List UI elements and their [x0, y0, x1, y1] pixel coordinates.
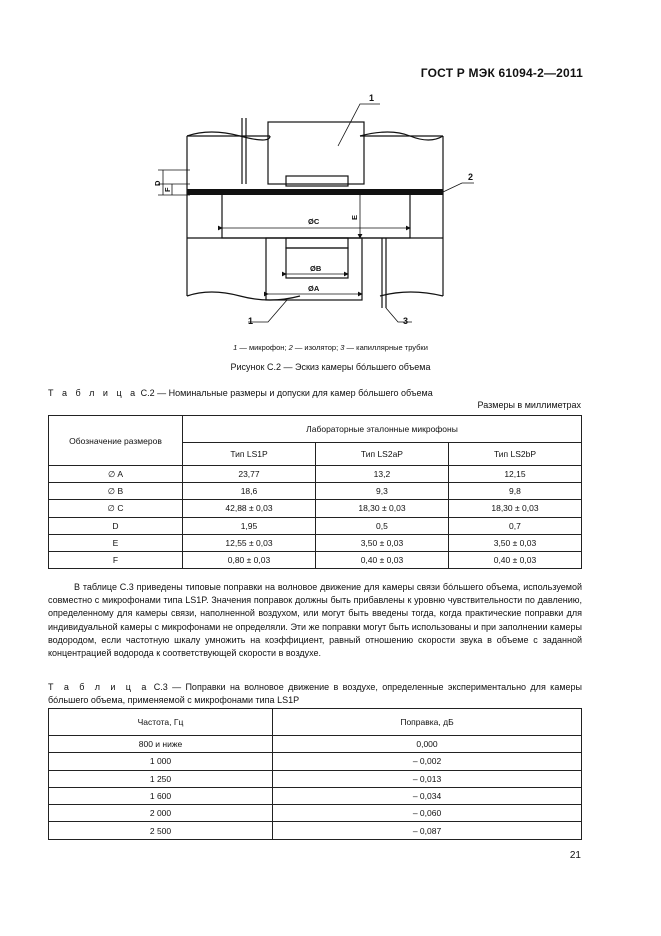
dim-F: F — [163, 187, 172, 192]
table-row: D 1,95 0,5 0,7 — [49, 517, 582, 534]
table-c2-type: Тип LS2bP — [448, 443, 581, 466]
figure-legend: 1 — микрофон; 2 — изолятор; 3 — капиллярные трубки — [233, 343, 428, 352]
table-c2-caption: Т а б л и ц а С.2 — Номинальные размеры и допуски для камер бóльшего объема — [48, 388, 433, 398]
table-row: 1 000 – 0,002 — [49, 753, 582, 770]
table-c2-type: Тип LS2aP — [315, 443, 448, 466]
body-paragraph: В таблице С.3 приведены типовые поправки на волновое движение для камеры связи бóльшего объема, используемой совместно с микрофонами типа LS1P. Значения поправок должны быть прибавлены к уровню чувствительности по давлению, определенному для камеры связи, наполненной воздухом, или могут быть введены тогда, когда практические поправки для индивидуальной камеры с микрофонами не определяли. Эти же поправки могут быть использованы и при заполнении камеры водородом, если частотную шкалу умножить на коэффициент, равный отношению скорости звука в объеме с заданной концентрацией водорода к соответствующей скорости в воздухе. — [48, 582, 582, 659]
table-row: ∅ B 18,6 9,3 9,8 — [49, 483, 582, 500]
callout-1-top: 1 — [369, 93, 375, 103]
callout-1-bottom: 1 — [248, 316, 254, 326]
table-c2-col-dim: Обозначение размеров — [49, 416, 183, 466]
table-c3-col-corr: Поправка, дБ — [273, 709, 582, 736]
table-c3-col-freq: Частота, Гц — [49, 709, 273, 736]
table-row: E 12,55 ± 0,03 3,50 ± 0,03 3,50 ± 0,03 — [49, 534, 582, 551]
table-row: F 0,80 ± 0,03 0,40 ± 0,03 0,40 ± 0,03 — [49, 551, 582, 568]
dim-A: ØA — [308, 284, 320, 293]
dim-C: ØC — [308, 217, 320, 226]
insulator-band — [187, 189, 443, 195]
table-row: ∅ A 23,77 13,2 12,15 — [49, 466, 582, 483]
table-c2-col-group: Лабораторные эталонные микрофоны — [183, 416, 582, 443]
callout-2: 2 — [468, 172, 474, 182]
table-row: ∅ C 42,88 ± 0,03 18,30 ± 0,03 18,30 ± 0,03 — [49, 500, 582, 517]
table-row: 800 и ниже 0,000 — [49, 736, 582, 753]
figure-caption: Рисунок C.2 — Эскиз камеры бóльшего объема — [230, 362, 431, 372]
table-row: 1 600 – 0,034 — [49, 787, 582, 804]
table-row: 2 500 – 0,087 — [49, 822, 582, 839]
table-c2-type: Тип LS1P — [183, 443, 316, 466]
standard-header: ГОСТ Р МЭК 61094-2—2011 — [420, 66, 583, 80]
callout-3: 3 — [403, 316, 409, 326]
dim-E: E — [350, 214, 359, 220]
page-number: 21 — [569, 850, 581, 861]
dim-B: ØB — [310, 264, 322, 273]
table-c2 — [48, 415, 582, 569]
table-c2-units: Размеры в миллиметрах — [477, 400, 581, 410]
table-c3 — [48, 708, 582, 840]
table-row: 2 000 – 0,060 — [49, 805, 582, 822]
dim-D: D — [153, 180, 162, 186]
table-row: 1 250 – 0,013 — [49, 770, 582, 787]
table-c3-caption: Т а б л и ц а С.3 — Поправки на волновое движение в воздухе, определенные экспериментально для камеры бóльшего объема, применяемой с микрофонами типа LS1P — [48, 682, 582, 705]
chamber-sketch — [150, 88, 490, 338]
